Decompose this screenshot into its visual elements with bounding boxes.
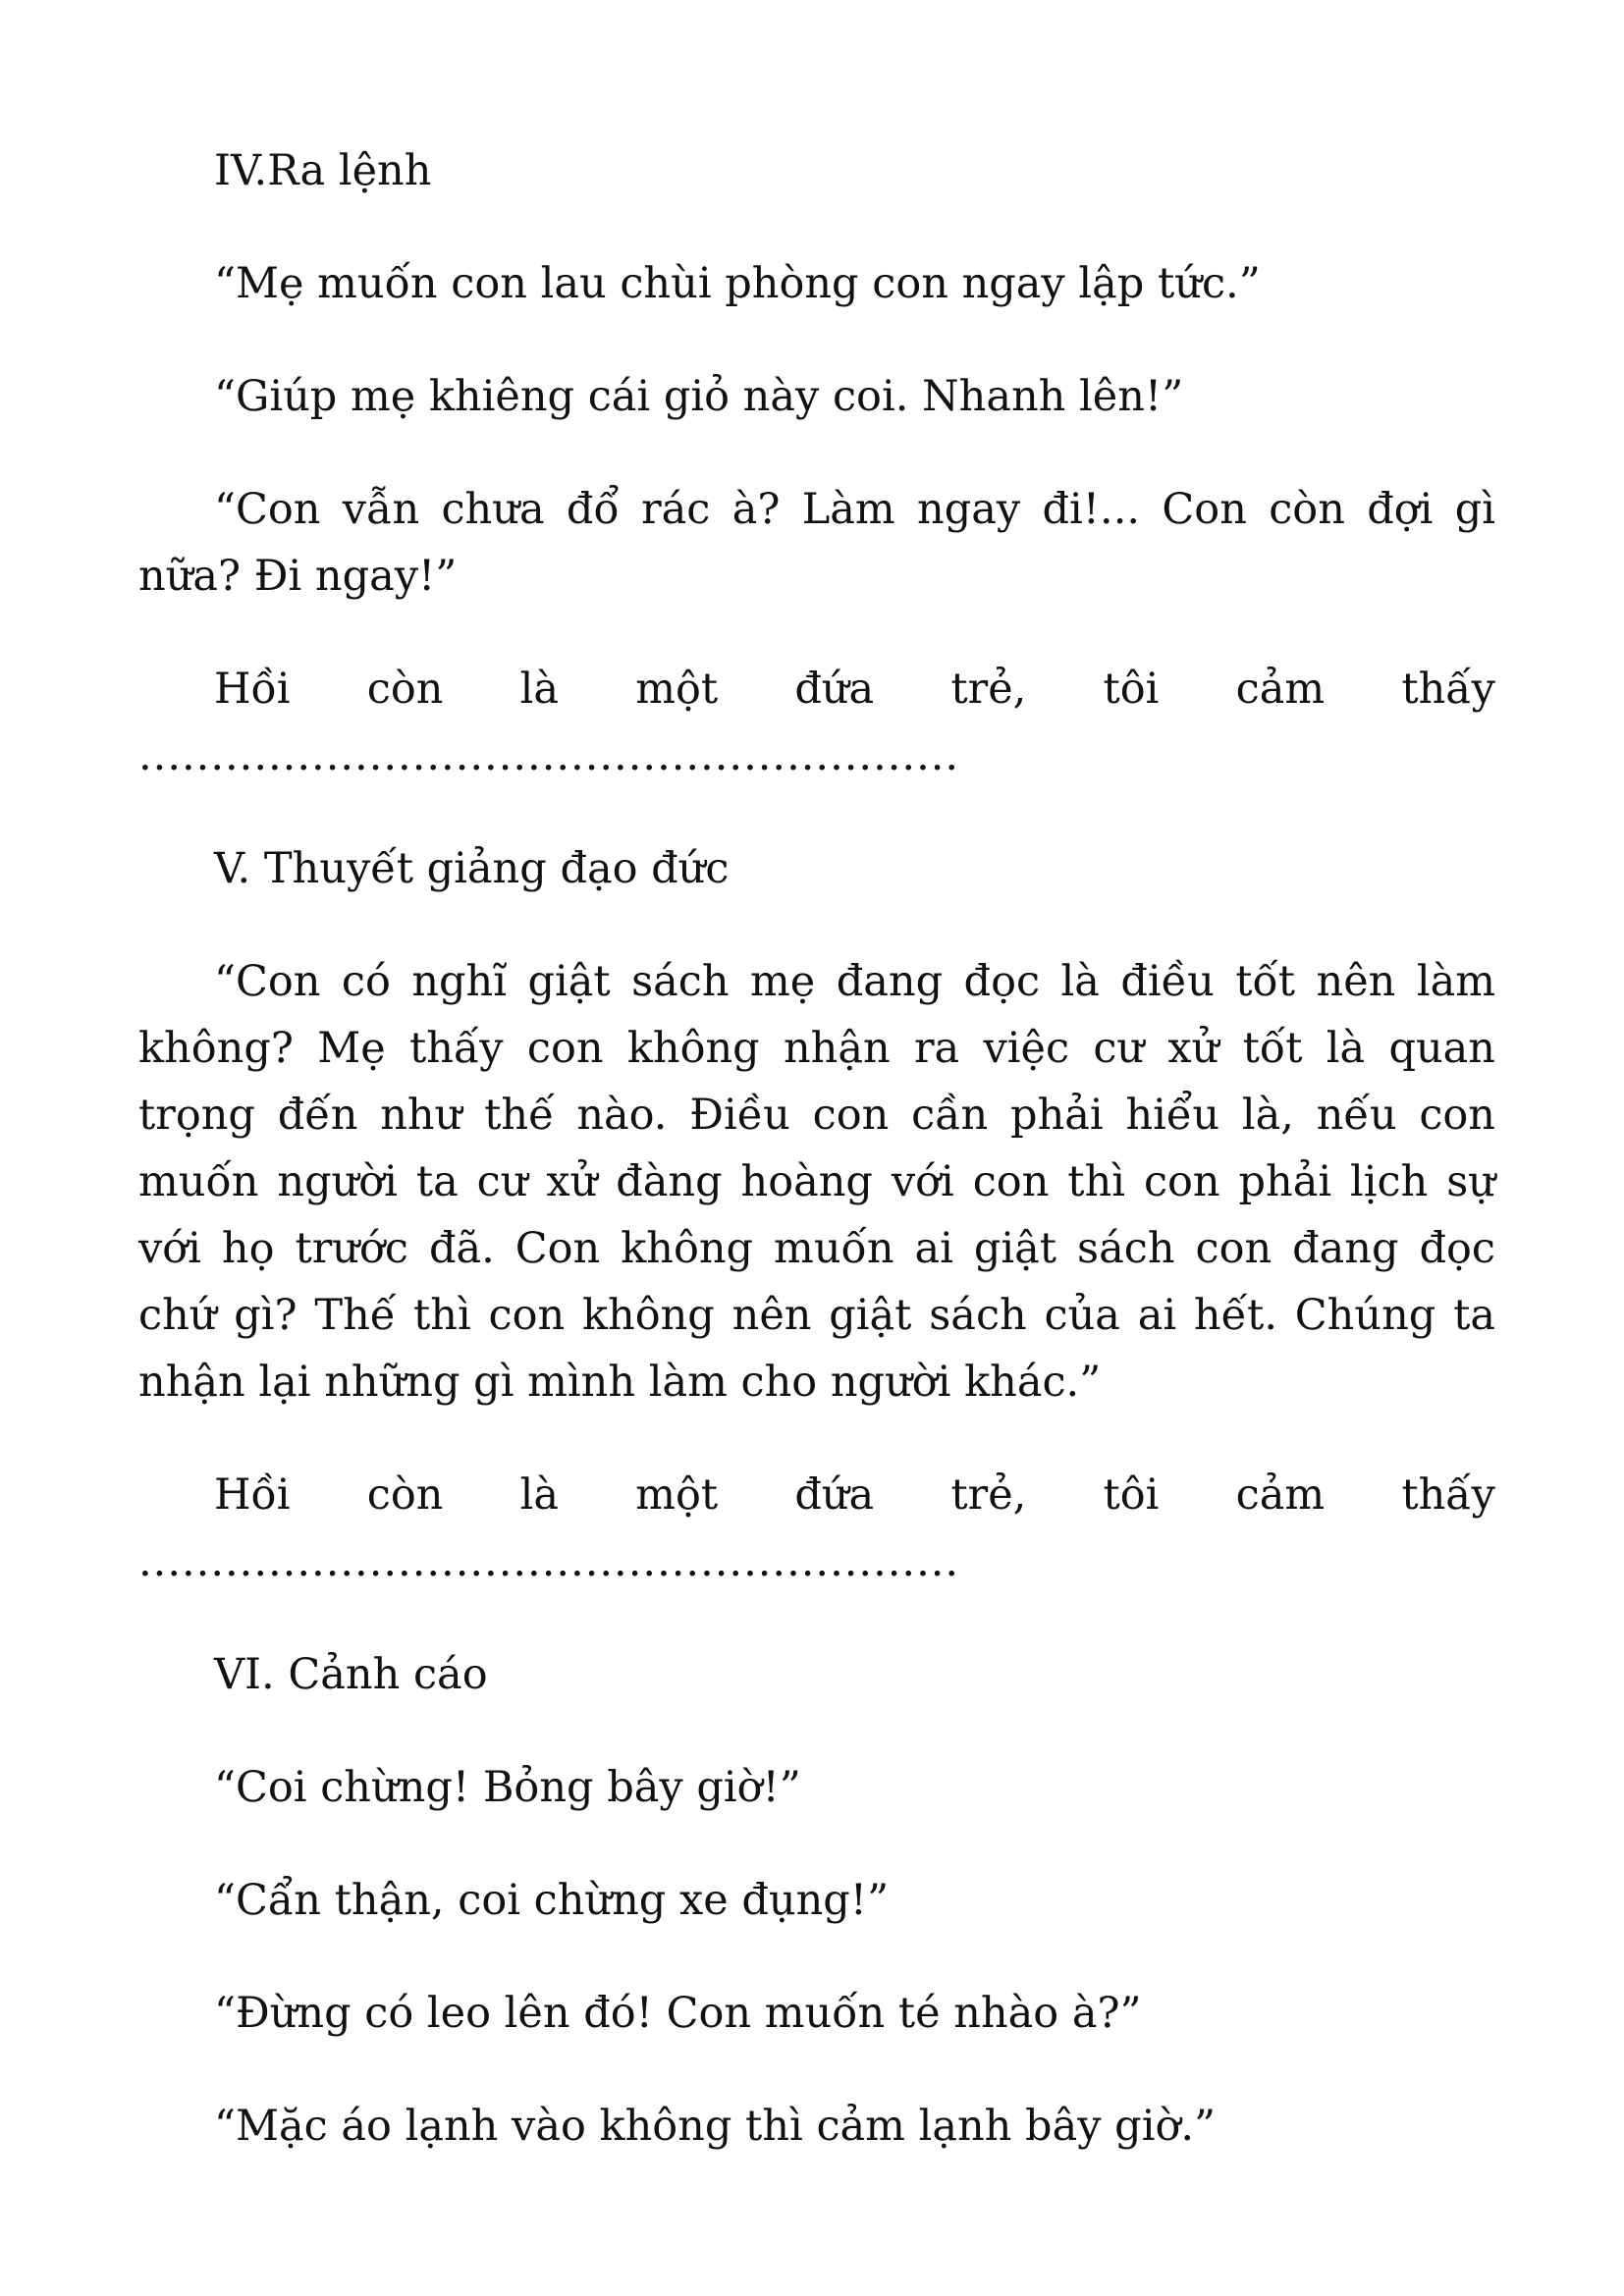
answer-blank-dots: ......................................................... — [138, 1537, 960, 1586]
fill-in-prompt — [138, 1462, 1495, 1528]
prompt-word: tôi — [1103, 1470, 1160, 1520]
prompt-word: một — [635, 665, 719, 714]
prompt-word: trẻ, — [950, 1470, 1027, 1520]
section-heading-v: V. Thuyết giảng đạo đức — [214, 844, 730, 893]
section-heading-iv: IV.Ra lệnh — [214, 146, 432, 195]
prompt-word: thấy — [1401, 665, 1495, 714]
quote-line: “Đừng có leo lên đó! Con muốn té nhào à?” — [214, 1989, 1142, 2038]
lecture-paragraph: “Con có nghĩ giật sách mẹ đang đọc là điều tốt nên làm không? Mẹ thấy con không nhận ra việc cư xử tốt là quan trọng đến như thế nào. Điều con cần phải hiểu là, nếu con muốn người ta cư xử đàng hoàng với con thì con phải lịch sự với họ trước đã. Con không muốn ai giật sách con đang đọc chứ gì? Thế thì con không nên giật sách của ai hết. Chúng ta nhận lại những gì mình làm cho người khác.” — [138, 957, 1495, 1407]
prompt-word: cảm — [1235, 1470, 1326, 1520]
prompt-word: tôi — [1103, 665, 1160, 714]
quote-line: “Giúp mẹ khiêng cái giỏ này coi. Nhanh lên!” — [214, 372, 1184, 421]
prompt-word: trẻ, — [950, 665, 1027, 714]
section-heading-vi: VI. Cảnh cáo — [214, 1650, 488, 1699]
prompt-word: đứa — [794, 1470, 875, 1520]
quote-line: “Con vẫn chưa đổ rác à? Làm ngay đi!... Con còn đợi gì nữa? Đi ngay!” — [138, 485, 1495, 601]
prompt-word: thấy — [1401, 1470, 1495, 1520]
fill-in-blank-v — [138, 1462, 1495, 1595]
prompt-word: Hồi — [214, 665, 291, 714]
prompt-word: một — [635, 1470, 719, 1520]
answer-blank-dots: ......................................................... — [138, 731, 960, 780]
quote-line: “Mẹ muốn con lau chùi phòng con ngay lập tức.” — [214, 259, 1261, 308]
prompt-word: đứa — [794, 665, 875, 714]
prompt-word: Hồi — [214, 1470, 291, 1520]
prompt-word: là — [519, 665, 559, 714]
document-page — [138, 137, 1495, 2206]
prompt-word: còn — [366, 1470, 444, 1520]
prompt-word: còn — [366, 665, 444, 714]
prompt-word: cảm — [1235, 665, 1326, 714]
quote-line: “Coi chừng! Bỏng bây giờ!” — [214, 1763, 801, 1812]
quote-line: “Mặc áo lạnh vào không thì cảm lạnh bây giờ.” — [214, 2102, 1216, 2151]
fill-in-prompt — [138, 656, 1495, 722]
prompt-word: là — [519, 1470, 559, 1520]
quote-line: “Cẩn thận, coi chừng xe đụng!” — [214, 1876, 890, 1925]
fill-in-blank-iv — [138, 656, 1495, 789]
